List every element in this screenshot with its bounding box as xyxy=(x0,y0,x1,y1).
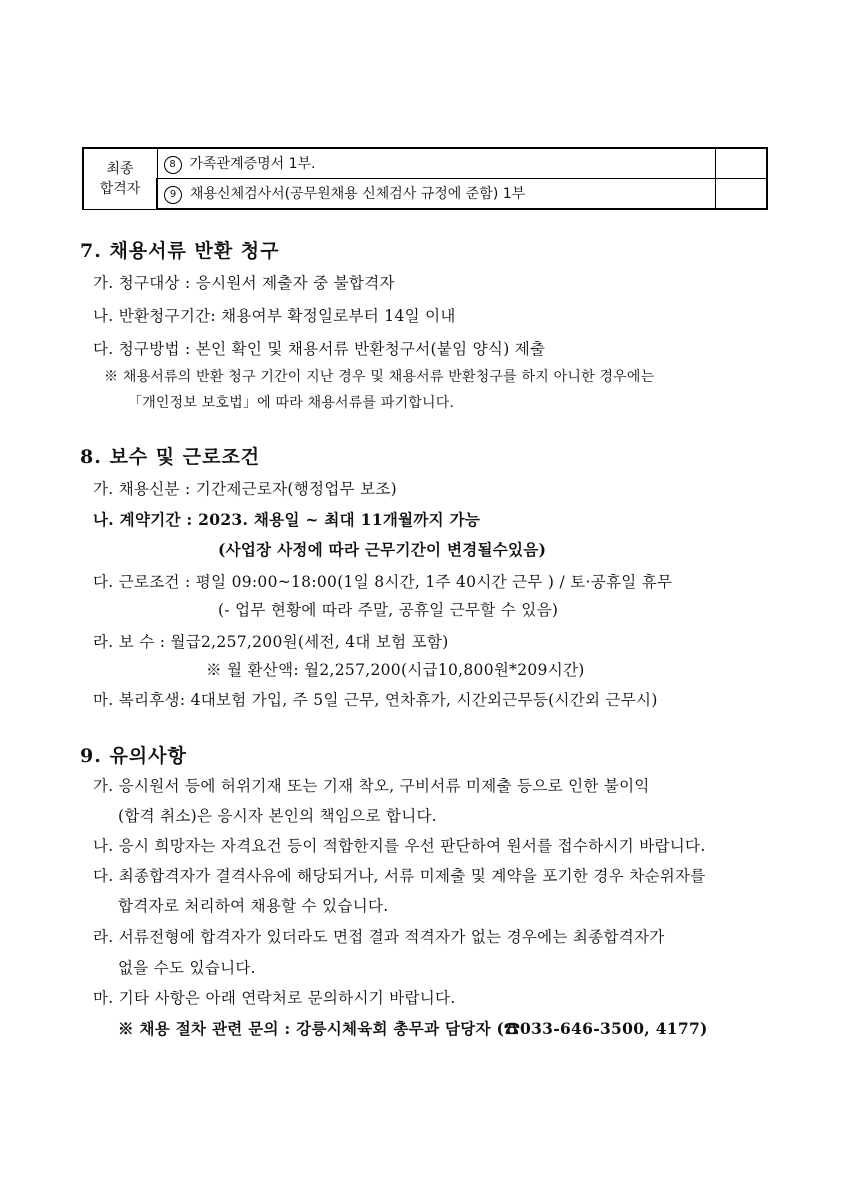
item-text: 채용신체검사서(공무원채용 신체검사 규정에 준함) 1부 xyxy=(190,186,526,202)
contact-inquiry: ※ 채용 절차 관련 문의 : 강릉시체육회 총무과 담당자 (☎033-646-3500, 4177) xyxy=(118,1019,708,1038)
table-row xyxy=(83,148,767,179)
section7-item-c: 다. 청구방법 : 본인 확인 및 채용서류 반환청구서(붙임 양식) 제출 xyxy=(93,340,546,358)
section9-title: 9. 유의사항 xyxy=(80,745,187,767)
section8-item-d-note: ※ 월 환산액: 월2,257,200(시급10,800원*209시간) xyxy=(206,661,585,679)
table-row xyxy=(83,179,767,210)
section9-item-a-cont: (합격 취소)은 응시자 본인의 책임으로 합니다. xyxy=(118,807,437,825)
label-line-2: 합격자 xyxy=(99,180,141,197)
section7-note-1: ※ 채용서류의 반환 청구 기간이 지난 경우 및 채용서류 반환청구를 하지 아니한 경우에는 xyxy=(104,369,655,385)
table-cell-item xyxy=(157,179,716,210)
circled-number: 9 xyxy=(164,186,182,204)
item-text: 가족관계증명서 1부. xyxy=(189,156,316,172)
circled-number: 8 xyxy=(164,156,182,174)
section8-item-b-note: (사업장 사정에 따라 근무기간이 변경될수있음) xyxy=(218,540,547,559)
section9-item-d: 라. 서류전형에 합격자가 있더라도 면접 결과 적격자가 없는 경우에는 최종합격자가 xyxy=(93,928,665,946)
section9-item-a: 가. 응시원서 등에 허위기재 또는 기재 착오, 구비서류 미제출 등으로 인한 불이익 xyxy=(93,777,650,795)
section8-item-d: 라. 보 수 : 월급2,257,200원(세전, 4대 보험 포함) xyxy=(93,633,449,651)
section9-item-c: 다. 최종합격자가 결격사유에 해당되거나, 서류 미제출 및 계약을 포기한 경우 차순위자를 xyxy=(93,867,706,885)
section8-item-a: 가. 채용신분 : 기간제근로자(행정업무 보조) xyxy=(93,480,397,498)
section8-item-c-note: (- 업무 현황에 따라 주말, 공휴일 근무할 수 있음) xyxy=(218,601,559,619)
section9-item-b: 나. 응시 희망자는 자격요건 등이 적합한지를 우선 판단하여 원서를 접수하시기 바랍니다. xyxy=(93,837,706,855)
section8-item-e: 마. 복리후생: 4대보험 가입, 주 5일 근무, 연차휴가, 시간외근무등(시간외 근무시) xyxy=(93,691,658,709)
section8-title: 8. 보수 및 근로조건 xyxy=(80,446,261,468)
table-cell-item xyxy=(157,148,716,179)
section9-item-e: 마. 기타 사항은 아래 연락처로 문의하시기 바랍니다. xyxy=(93,989,456,1007)
final-documents-table xyxy=(82,147,768,210)
section8-item-b: 나. 계약기간 : 2023. 채용일 ~ 최대 11개월까지 가능 xyxy=(93,510,481,529)
section9-item-c-cont: 합격자로 처리하여 채용할 수 있습니다. xyxy=(118,897,389,915)
section7-item-b: 나. 반환청구기간: 채용여부 확정일로부터 14일 이내 xyxy=(93,307,456,325)
section7-item-a: 가. 청구대상 : 응시원서 제출자 중 불합격자 xyxy=(93,274,395,292)
final-applicant-label xyxy=(83,148,157,209)
label-line-1: 최종 xyxy=(106,160,134,177)
check-cell xyxy=(716,179,768,210)
check-cell xyxy=(716,148,768,179)
section7-note-2: 「개인정보 보호법」에 따라 채용서류를 파기합니다. xyxy=(128,395,455,411)
section8-item-c: 다. 근로조건 : 평일 09:00~18:00(1일 8시간, 1주 40시간 근무 ) / 토·공휴일 휴무 xyxy=(93,573,673,591)
section7-title: 7. 채용서류 반환 청구 xyxy=(80,240,280,262)
section9-item-d-cont: 없을 수도 있습니다. xyxy=(118,959,256,977)
